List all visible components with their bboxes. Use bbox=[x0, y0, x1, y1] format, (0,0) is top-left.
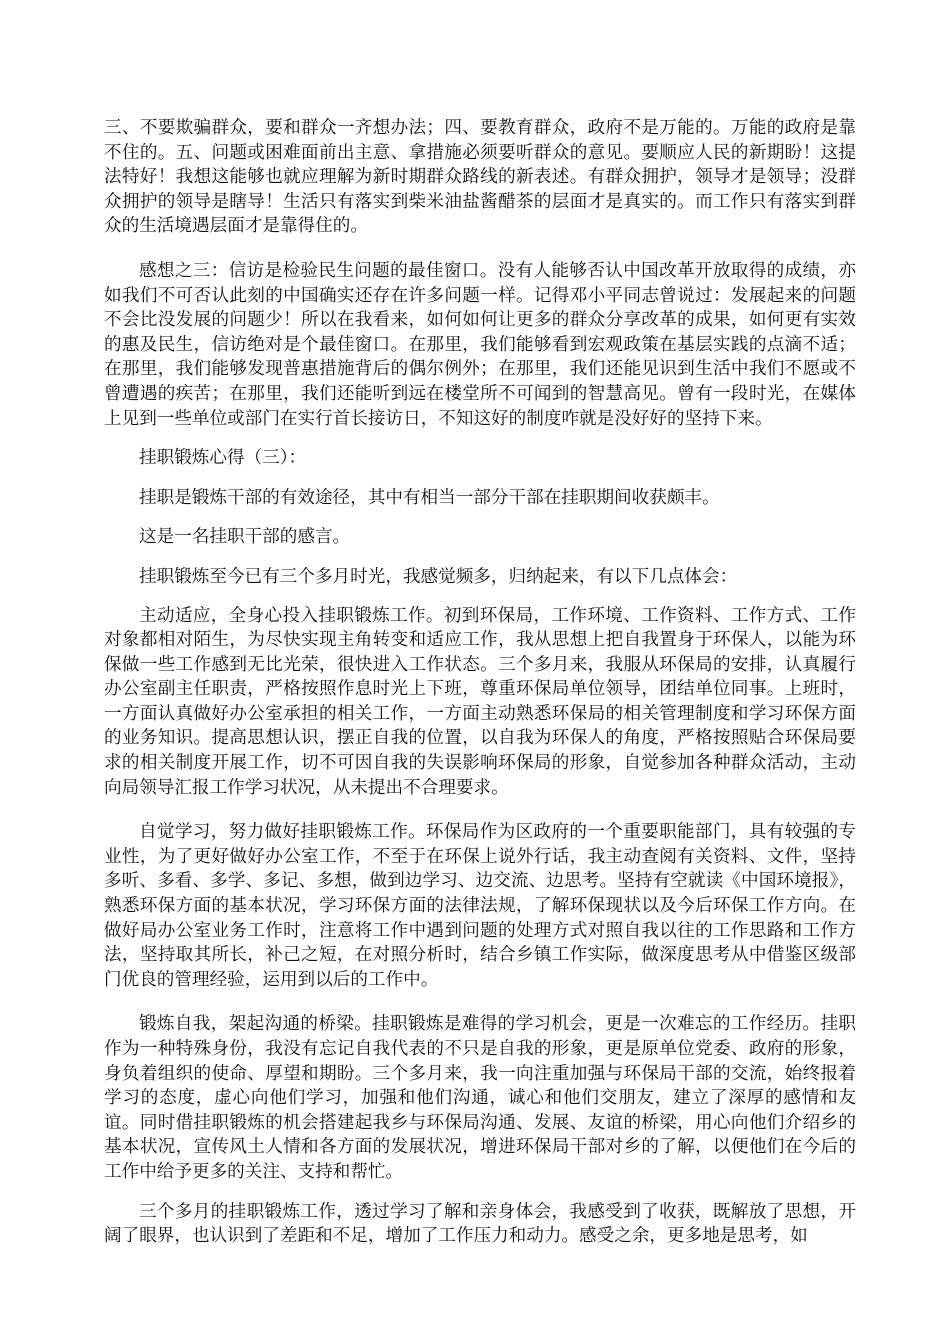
document-page bbox=[104, 116, 856, 1249]
paragraph-conclusion: 三个多月的挂职锻炼工作，透过学习了解和亲身体会，我感受到了收获，既解放了思想，开阔了眼界，也认识到了差距和不足，增加了工作压力和动力。感受之余，更多地是思考，如 bbox=[104, 1201, 856, 1247]
paragraph-communication: 锻炼自我，架起沟通的桥梁。挂职锻炼是难得的学习机会，更是一次难忘的工作经历。挂职作为一种特殊身份，我没有忘记自我代表的不只是自我的形象，更是原单位党委、政府的形象，身负着组织的使命、厚望和期盼。三个多月来，我一向注重加强与环保局干部的交流，始终报着学习的态度，虚心向他们学习，加强和他们沟通，诚心和他们交朋友，建立了深厚的感情和友谊。同时借挂职锻炼的机会搭建起我乡与环保局沟通、发展、友谊的桥梁，用心向他们介绍乡的基本状况，宣传风土人情和各方面的发展状况，增进环保局干部对乡的了解，以便他们在今后的工作中给予更多的关注、支持和帮忙。 bbox=[104, 1014, 856, 1182]
paragraph-learning: 自觉学习，努力做好挂职锻炼工作。环保局作为区政府的一个重要职能部门，具有较强的专业性，为了更好做好办公室工作，不至于在环保上说外行话，我主动查阅有关资料、文件，坚持多听、多看、多学、多记、多想，做到边学习、边交流、边思考。坚持有空就读《中国环境报》，熟悉环保方面的基本状况，学习环保方面的法律法规，了解环保现状以及今后环保工作方向。在做好局办公室业务工作时，注意将工作中遇到问题的处理方式对照自我以往的工作思路和工作方法，坚持取其所长，补己之短，在对照分析时，结合乡镇工作实际，做深度思考从中借鉴区级部门优良的管理经验，运用到以后的工作中。 bbox=[104, 822, 856, 990]
paragraph-intro: 挂职是锻炼干部的有效途径，其中有相当一部分干部在挂职期间收获颇丰。 bbox=[139, 487, 720, 508]
paragraph-mass-line: 三、不要欺骗群众，要和群众一齐想办法；四、要教育群众，政府不是万能的。万能的政府是靠不住的。五、问题或困难面前出主意、拿措施必须要听群众的意见。要顺应人民的新期盼！这提法特好！我想这能够也就应理解为新时期群众路线的新表述。有群众拥护，领导才是领导；没群众拥护的领导是瞎导！生活只有落实到柴米油盐酱醋茶的层面才是真实的。而工作只有落实到群众的生活境遇层面才是靠得住的。 bbox=[104, 118, 856, 237]
section-heading: 挂职锻炼心得（三）： bbox=[139, 448, 307, 469]
paragraph-summary: 挂职锻炼至今已有三个多月时光，我感觉频多，归纳起来，有以下几点体会： bbox=[139, 566, 738, 587]
paragraph-petition-window: 感想之三：信访是检验民生问题的最佳窗口。没有人能够否认中国改革开放取得的成绩，亦如我们不可否认此刻的中国确实还存在许多问题一样。记得邓小平同志曾说过：发展起来的问题不会比没发展的问题少！所以在我看来，如何如何让更多的群众分享改革的成果，如何更有实效的惠及民生，信访绝对是个最佳窗口。在那里，我们能够看到宏观政策在基层实践的点滴不适；在那里，我们能够发现普惠措施背后的偶尔例外；在那里，我们还能见识到生活中我们不愿或不曾遭遇的疾苦；在那里，我们还能听到远在楼堂所不可闻到的智慧高见。曾有一段时光，在媒体上见到一些单位或部门在实行首长接访日，不知这好的制度咋就是没好好的坚持下来。 bbox=[104, 260, 856, 429]
paragraph-quote-source: 这是一名挂职干部的感言。 bbox=[139, 527, 351, 548]
paragraph-adaptation: 主动适应，全身心投入挂职锻炼工作。初到环保局，工作环境、工作资料、工作方式、工作对象都相对陌生，为尽快实现主角转变和适应工作，我从思想上把自我置身于环保人，以能为环保做一些工作感到无比光荣，很快进入工作状态。三个多月来，我服从环保局的安排，认真履行办公室副主任职责，严格按照作息时光上下班，尊重环保局单位领导，团结单位同事。上班时，一方面认真做好办公室承担的相关工作，一方面主动熟悉环保局的相关管理制度和学习环保方面的业务知识。提高思想认识，摆正自我的位置，以自我为环保人的角度，严格按照贴合环保局要求的相关制度开展工作，切不可因自我的失误影响环保局的形象，自觉参加各种群众活动，主动向局领导汇报工作学习状况，从未提出不合理要求。 bbox=[104, 605, 856, 798]
